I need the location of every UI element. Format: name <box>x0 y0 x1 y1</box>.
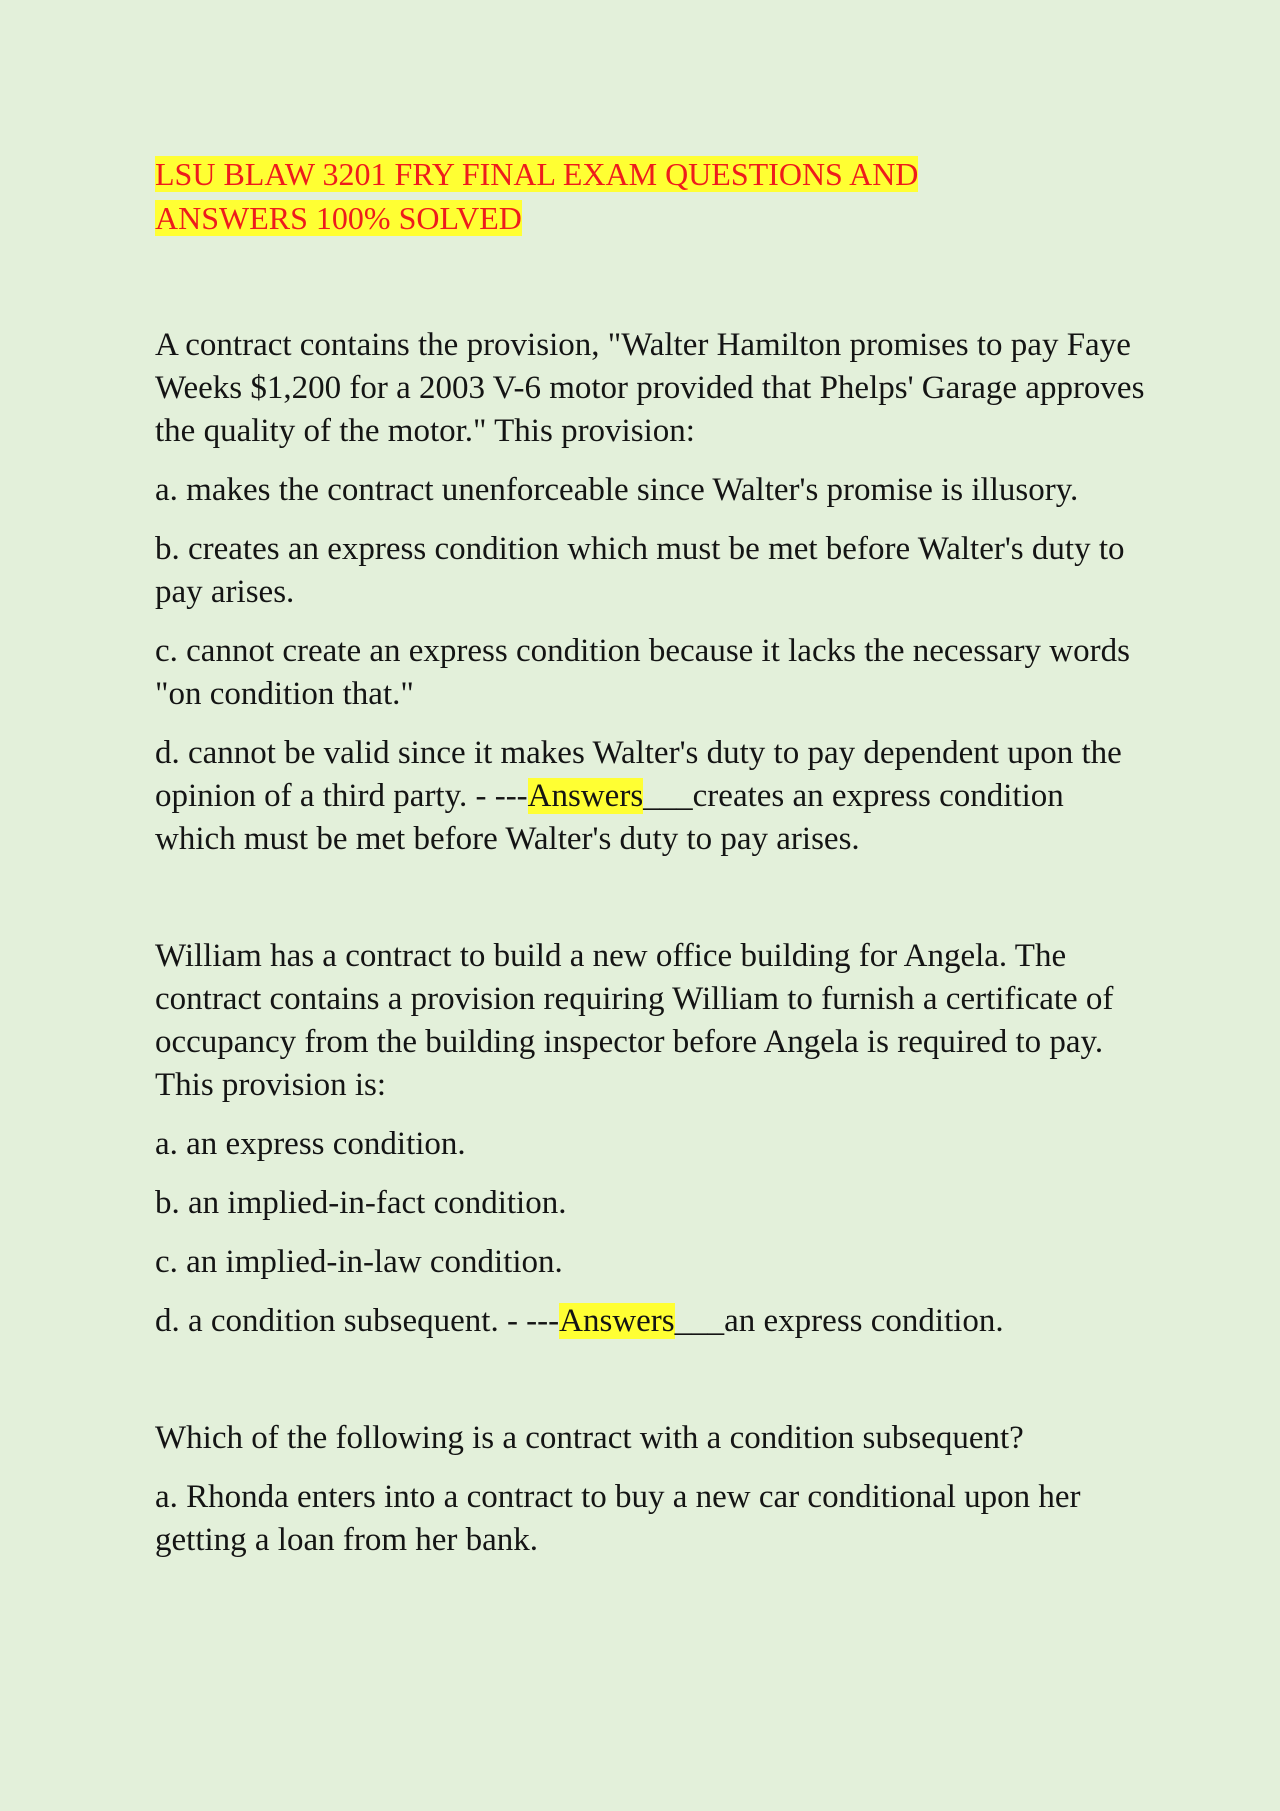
document-title <box>155 152 1150 240</box>
answer-label-highlight: Answers <box>527 778 644 814</box>
answer-text: ___an express condition. <box>674 1303 1004 1339</box>
option-c: c. cannot create an express condition because it lacks the necessary words "on condition that." <box>155 633 1130 712</box>
question-text: William has a contract to build a new office building for Angela. The contract contains a provision requiring William to furnish a certificate of occupancy from the building inspector before Angela is required to pay. This provision is: <box>155 938 1114 1103</box>
option-d: d. a condition subsequent. - --- <box>155 1303 560 1339</box>
option-d: d. cannot be valid since it makes Walter's duty to pay dependent upon the opinion of a third party. - --- <box>155 735 1122 814</box>
question-2 <box>155 935 1150 1343</box>
answer-text: ___creates an express condition which must be met before Walter's duty to pay arises. <box>155 778 1064 857</box>
title-line-1: LSU BLAW 3201 FRY FINAL EXAM QUESTIONS AND <box>155 156 919 192</box>
option-a: a. makes the contract unenforceable since Walter's promise is illusory. <box>155 472 1079 508</box>
question-1 <box>155 324 1150 861</box>
option-d-with-answer <box>155 732 1150 861</box>
option-a: a. Rhonda enters into a contract to buy a new car conditional upon her getting a loan from her bank. <box>155 1479 1081 1558</box>
question-text: A contract contains the provision, "Walter Hamilton promises to pay Faye Weeks $1,200 for a 2003 V-6 motor provided that Phelps' Garage approves the quality of the motor." This provision: <box>155 327 1145 449</box>
option-c: c. an implied-in-law condition. <box>155 1244 563 1280</box>
question-3 <box>155 1417 1150 1562</box>
answer-label-highlight: Answers <box>559 1303 675 1339</box>
option-b: b. an implied-in-fact condition. <box>155 1185 567 1221</box>
title-line-2: ANSWERS 100% SOLVED <box>155 200 522 236</box>
option-b: b. creates an express condition which must be met before Walter's duty to pay arises. <box>155 531 1125 610</box>
option-a: a. an express condition. <box>155 1126 466 1162</box>
option-d-with-answer <box>155 1300 1150 1343</box>
question-text: Which of the following is a contract with a condition subsequent? <box>155 1420 1024 1456</box>
